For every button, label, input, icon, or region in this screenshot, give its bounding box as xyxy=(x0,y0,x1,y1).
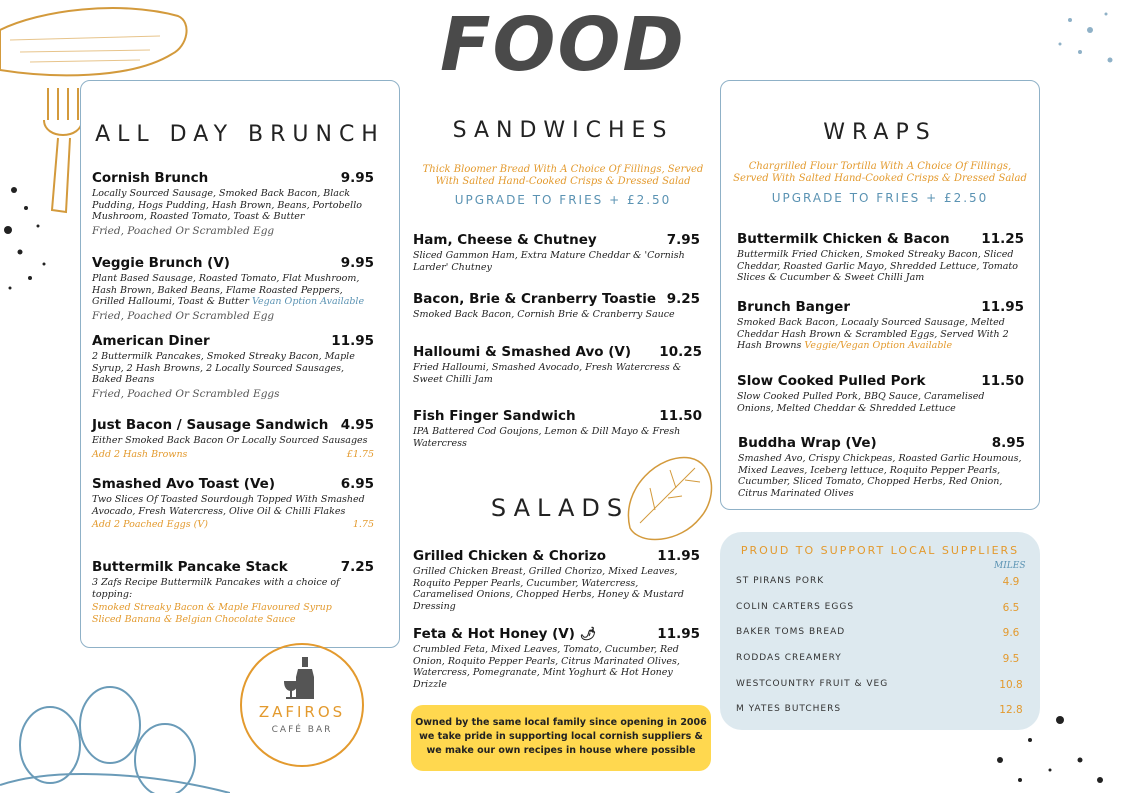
menu-item-brunch-banger xyxy=(737,299,1024,352)
menu-item-smashed-avo-toast xyxy=(92,476,374,530)
item-name: Buttermilk Chicken & Bacon xyxy=(737,231,950,247)
item-price: 11.95 xyxy=(657,626,700,642)
supplier-row xyxy=(736,679,1026,691)
item-desc-text: Smoked Back Bacon, Locaaly Sourced Sausage, Melted Cheddar Hash Brown & Scrambled Eggs, Served With 2 Hash Browns xyxy=(737,317,1009,351)
item-desc: Either Smoked Back Bacon Or Locally Sourced Sausages xyxy=(92,435,368,446)
supplier-miles: 12.8 xyxy=(999,704,1023,716)
item-desc: Fried Halloumi, Smashed Avocado, Fresh Watercress & Sweet Chilli Jam xyxy=(413,362,682,385)
owned-by-note xyxy=(411,705,711,771)
supplier-name: M YATES BUTCHERS xyxy=(736,704,842,714)
supplier-miles: 9.5 xyxy=(1002,653,1020,665)
sandwiches-heading: SANDWICHES xyxy=(452,118,674,143)
item-price: 11.50 xyxy=(659,408,702,424)
item-name: American Diner xyxy=(92,333,210,349)
item-price: 7.95 xyxy=(666,232,700,248)
item-price: 11.50 xyxy=(981,373,1024,389)
supplier-row xyxy=(736,704,1026,716)
item-desc: Smoked Back Bacon, Cornish Brie & Cranberry Sauce xyxy=(413,309,675,320)
item-name: Bacon, Brie & Cranberry Toastie xyxy=(413,291,657,307)
menu-item-pulled-pork xyxy=(737,373,1024,414)
wraps-heading: WRAPS xyxy=(823,120,937,145)
topping-option: Sliced Banana & Belgian Chocolate Sauce xyxy=(92,613,296,625)
item-name xyxy=(413,626,596,642)
subtitle-line: With Salted Hand-Cooked Crisps & Dressed Salad xyxy=(435,176,691,187)
egg-tray-illustration xyxy=(0,665,230,793)
menu-item-ham-cheese xyxy=(413,232,700,273)
wine-glass-bottle-icon xyxy=(282,655,326,701)
addon-price: £1.75 xyxy=(346,448,374,460)
menu-item-bacon-brie xyxy=(413,291,700,321)
item-name: Just Bacon / Sausage Sandwich xyxy=(92,417,329,433)
subtitle-line: Chargrilled Flour Tortilla With A Choice Of Fillings, xyxy=(748,161,1012,172)
sandwiches-subtitle xyxy=(413,164,713,188)
item-name: Veggie Brunch (V) xyxy=(92,255,230,271)
menu-item-chicken-chorizo xyxy=(413,548,700,612)
vegan-option-note: Vegan Option Available xyxy=(252,296,365,307)
item-price: 4.95 xyxy=(340,417,374,433)
supplier-name: ST PIRANS PORK xyxy=(736,576,825,586)
supplier-name: RODDAS CREAMERY xyxy=(736,653,842,663)
supplier-row xyxy=(736,627,1026,639)
logo-sub: CAFÉ BAR xyxy=(271,725,333,735)
item-desc: Smashed Avo, Crispy Chickpeas, Roasted Garlic Houmous, Mixed Leaves, Iceberg lettuce, Roquito Pepper Pearls, Cucumber, Sliced Tomato, Chopped Herbs, Red Onion, Citrus Marinated Olives xyxy=(738,453,1022,499)
addon-price: 1.75 xyxy=(352,519,374,530)
supplier-row xyxy=(736,602,1026,614)
item-note: Fried, Poached Or Scrambled Eggs xyxy=(92,387,280,400)
item-name: Brunch Banger xyxy=(737,299,850,315)
item-price: 8.95 xyxy=(991,435,1025,451)
addon-row xyxy=(92,449,374,460)
item-desc xyxy=(92,273,374,308)
menu-item-american-diner xyxy=(92,333,374,400)
supplier-miles: 6.5 xyxy=(1002,602,1020,614)
zafiros-logo xyxy=(240,643,364,767)
addon-row xyxy=(92,519,374,530)
item-desc: Sliced Gammon Ham, Extra Mature Cheddar & 'Cornish Larder' Chutney xyxy=(413,250,685,273)
note-line: Owned by the same local family since opening in 2006 xyxy=(415,717,707,728)
note-line: we make our own recipes in house where possible xyxy=(426,745,696,756)
sandwiches-upgrade: UPGRADE TO FRIES + £2.50 xyxy=(454,193,672,207)
supplier-name: WESTCOUNTRY FRUIT & VEG xyxy=(736,679,889,689)
item-price: 6.95 xyxy=(340,476,374,492)
supplier-name: COLIN CARTERS EGGS xyxy=(736,602,855,612)
item-price: 9.95 xyxy=(340,255,374,271)
brunch-heading: ALL DAY BRUNCH xyxy=(95,122,385,147)
supplier-row xyxy=(736,576,1026,588)
topping-option: Smoked Streaky Bacon & Maple Flavoured Syrup xyxy=(92,602,332,613)
item-price: 7.25 xyxy=(340,559,374,575)
wraps-upgrade: UPGRADE TO FRIES + £2.50 xyxy=(771,191,989,205)
suppliers-title: PROUD TO SUPPORT LOCAL SUPPLIERS xyxy=(740,544,1020,557)
ink-splatter-left xyxy=(0,160,60,300)
suppliers-box xyxy=(720,532,1040,730)
item-name: Buddha Wrap (Ve) xyxy=(738,435,877,451)
supplier-row xyxy=(736,653,1026,665)
item-price: 11.95 xyxy=(657,548,700,564)
item-price: 11.25 xyxy=(981,231,1024,247)
item-note: Fried, Poached Or Scrambled Egg xyxy=(92,309,275,322)
item-name: Slow Cooked Pulled Pork xyxy=(737,373,926,389)
item-desc xyxy=(737,317,1024,352)
menu-item-buttermilk-chicken xyxy=(737,231,1024,284)
menu-item-bacon-sausage-sandwich xyxy=(92,417,374,460)
menu-item-pancake-stack xyxy=(92,559,374,625)
item-desc: Two Slices Of Toasted Sourdough Topped With Smashed Avocado, Fresh Watercress, Olive Oil & Chilli Flakes xyxy=(92,494,365,517)
subtitle-line: Served With Salted Hand-Cooked Crisps & Dressed Salad xyxy=(733,173,1027,184)
item-price: 10.25 xyxy=(659,344,702,360)
item-price: 11.95 xyxy=(331,333,374,349)
logo-name: ZAFIROS xyxy=(258,703,346,721)
supplier-miles: 4.9 xyxy=(1002,576,1020,588)
page-title: FOOD xyxy=(440,2,686,88)
item-desc: Slow Cooked Pulled Pork, BBQ Sauce, Caramelised Onions, Melted Cheddar & Shredded Lettuce xyxy=(737,391,985,414)
menu-item-buddha-wrap xyxy=(738,435,1025,499)
item-desc: 2 Buttermilk Pancakes, Smoked Streaky Bacon, Maple Syrup, 2 Hash Browns, 2 Locally Sourced Sausages, Baked Beans xyxy=(92,351,355,385)
item-name: Ham, Cheese & Chutney xyxy=(413,232,597,248)
item-desc-text: Plant Based Sausage, Roasted Tomato, Flat Mushroom, Hash Brown, Baked Beans, Flame Roasted Peppers, Grilled Halloumi, Toast & Butter xyxy=(92,273,360,307)
menu-item-feta-hot-honey xyxy=(413,626,700,690)
addon-label: Add 2 Poached Eggs (V) xyxy=(92,519,208,530)
addon-label: Add 2 Hash Browns xyxy=(92,448,188,460)
item-name: Fish Finger Sandwich xyxy=(413,408,576,424)
item-name: Smashed Avo Toast (Ve) xyxy=(92,476,276,492)
item-desc: IPA Battered Cod Goujons, Lemon & Dill Mayo & Fresh Watercress xyxy=(413,426,681,449)
vegan-option-note: Veggie/Vegan Option Available xyxy=(804,340,953,351)
item-desc: Grilled Chicken Breast, Grilled Chorizo, Mixed Leaves, Roquito Pepper Pearls, Cucumber, Watercress, Caramelised Onions, Chopped Herbs, Honey & Mustard Dressing xyxy=(413,566,685,612)
blue-splatter-top-right xyxy=(1040,0,1122,100)
miles-label: MILES xyxy=(994,561,1026,571)
note-line: we take pride in supporting local cornish suppliers & xyxy=(419,731,703,742)
menu-item-cornish-brunch xyxy=(92,170,374,237)
item-name: Buttermilk Pancake Stack xyxy=(92,559,288,575)
item-note: Fried, Poached Or Scrambled Egg xyxy=(92,224,275,237)
item-price: 9.25 xyxy=(666,291,700,307)
menu-item-veggie-brunch xyxy=(92,255,374,322)
supplier-miles: 10.8 xyxy=(999,679,1023,691)
item-name: Cornish Brunch xyxy=(92,170,209,186)
item-desc: Locally Sourced Sausage, Smoked Back Bacon, Black Pudding, Hogs Pudding, Hash Brown, Beans, Portobello Mushroom, Roasted Tomato, Toast & Butter xyxy=(92,188,362,222)
supplier-miles: 9.6 xyxy=(1002,627,1020,639)
item-name: Grilled Chicken & Chorizo xyxy=(413,548,607,564)
item-desc: Crumbled Feta, Mixed Leaves, Tomato, Cucumber, Red Onion, Roquito Pepper Pearls, Citrus Marinated Olives, Watercress, Pomegranate, Mint Yoghurt & Hot Honey Drizzle xyxy=(413,644,680,690)
menu-item-fish-finger xyxy=(413,408,702,449)
item-name: Halloumi & Smashed Avo (V) xyxy=(413,344,632,360)
item-name-text: Feta & Hot Honey (V) xyxy=(413,626,575,642)
item-desc: Buttermilk Fried Chicken, Smoked Streaky Bacon, Sliced Cheddar, Roasted Garlic Mayo, Shredded Lettuce, Tomato Slices & Cucumber & Sweet Chilli Jam xyxy=(737,249,1018,283)
subtitle-line: Thick Bloomer Bread With A Choice Of Fillings, Served xyxy=(422,164,704,175)
salads-heading: SALADS xyxy=(490,494,630,522)
item-price: 9.95 xyxy=(340,170,374,186)
menu-item-halloumi-avo xyxy=(413,344,702,385)
supplier-name: BAKER TOMS BREAD xyxy=(736,627,846,637)
wraps-subtitle xyxy=(720,161,1040,185)
item-desc: 3 Zafs Recipe Buttermilk Pancakes with a choice of topping: xyxy=(92,577,340,600)
item-price: 11.95 xyxy=(981,299,1024,315)
chilli-icon: 🌶︎ xyxy=(579,627,597,642)
